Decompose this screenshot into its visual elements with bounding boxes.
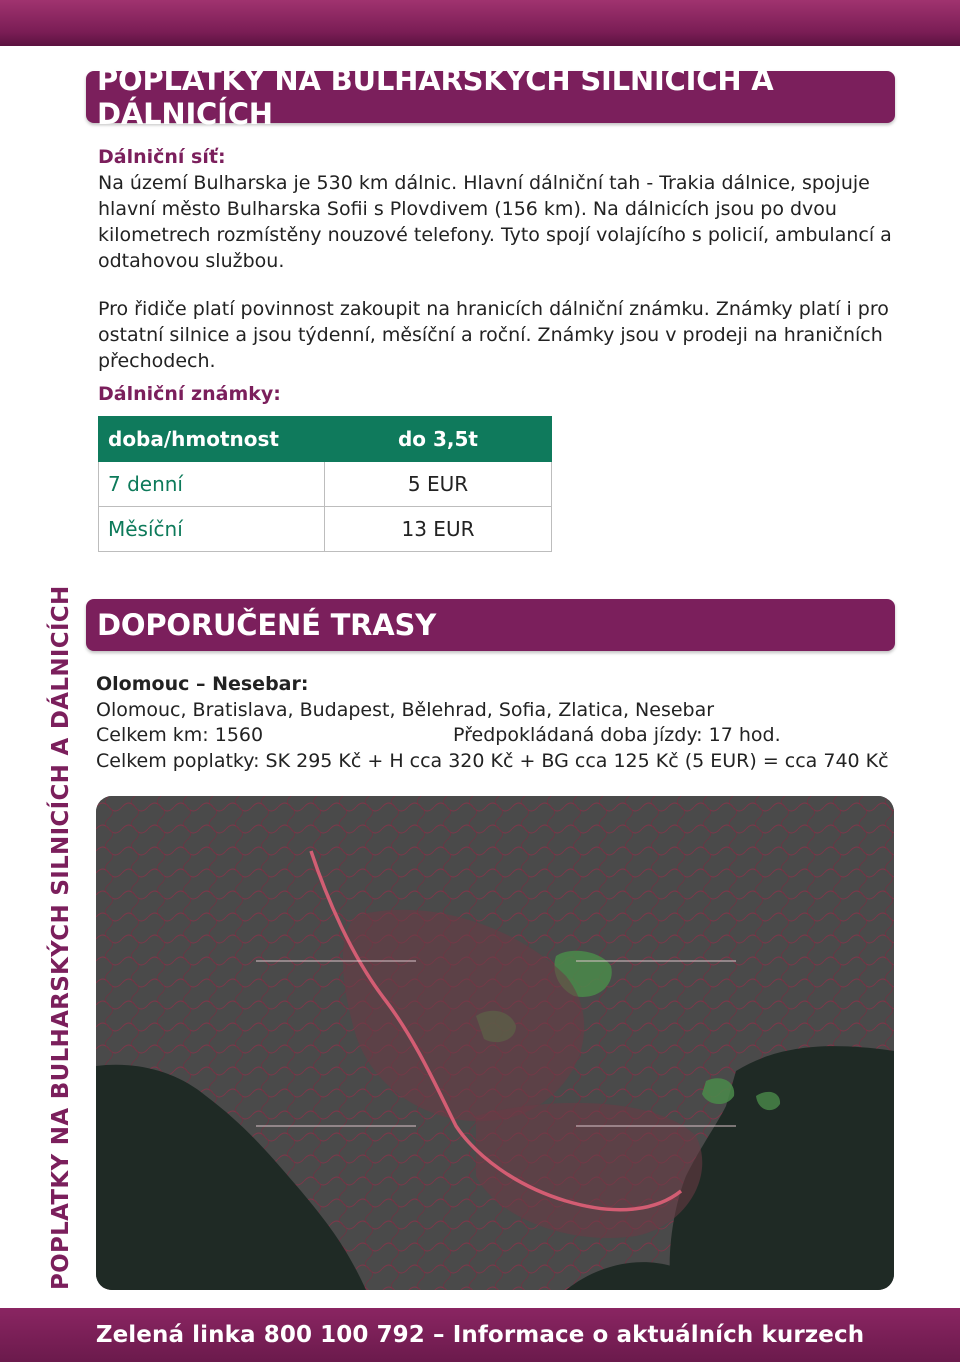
- fee-header-weight: do 3,5t: [325, 417, 552, 462]
- fee-price-cell: 5 EUR: [325, 462, 552, 507]
- section-header-fees: [86, 63, 895, 131]
- route-block: [96, 672, 896, 774]
- footer-text: Zelená linka 800 100 792 – Informace o aktuálních kurzech: [95, 1322, 865, 1348]
- page-title: POPLATKY NA BULHARSKÝCH SILNICÍCH A DÁLNICÍCH: [97, 63, 774, 131]
- vignettes-label: Dálniční známky:: [98, 383, 281, 405]
- top-band: [0, 0, 960, 46]
- routes-title: DOPORUČENÉ TRASY: [97, 608, 437, 642]
- fee-table-header: [99, 417, 552, 462]
- route-total-fees: Celkem poplatky: SK 295 Kč + H cca 320 Kč + BG cca 125 Kč (5 EUR) = cca 740 Kč: [96, 749, 889, 772]
- route-stops: Olomouc, Bratislava, Budapest, Bělehrad, Sofia, Zlatica, Nesebar: [96, 698, 715, 721]
- map-image: [96, 796, 894, 1290]
- fee-period-cell: 7 denní: [99, 462, 325, 507]
- route-duration: Předpokládaná doba jízdy: 17 hod.: [453, 724, 781, 746]
- route-map: [96, 796, 894, 1290]
- side-title: POPLATKY NA BULHARSKÝCH SILNICÍCH A DÁLNICÍCH: [48, 585, 74, 1290]
- network-label: Dálniční síť:: [98, 146, 226, 168]
- route-stats: [96, 723, 896, 749]
- section-header-routes: [86, 599, 895, 651]
- table-row: [99, 507, 552, 552]
- fee-period-cell: Měsíční: [99, 507, 325, 552]
- table-row: [99, 462, 552, 507]
- vignette-text: Pro řidiče platí povinnost zakoupit na hranicích dálniční známku. Známky platí i pro ostatní silnice a jsou týdenní, měsíční a roční. Známky jsou v prodeji na hraničních přechodech.: [98, 298, 889, 372]
- fee-table: [98, 416, 552, 552]
- route-total-km: Celkem km: 1560: [96, 724, 264, 746]
- footer-band: [0, 1308, 960, 1362]
- fee-price-cell: 13 EUR: [325, 507, 552, 552]
- network-text: Na území Bulharska je 530 km dálnic. Hlavní dálniční tah - Trakia dálnice, spojuje hlavní město Bulharska Sofii s Plovdivem (156 km). Na dálnicích jsou po dvou kilometrech rozmístěny nouzové telefony. Tyto spojí volajícího s policií, ambulancí a odtahovou službou.: [98, 172, 892, 272]
- fee-header-period: doba/hmotnost: [99, 417, 325, 462]
- route-name: Olomouc – Nesebar:: [96, 673, 309, 695]
